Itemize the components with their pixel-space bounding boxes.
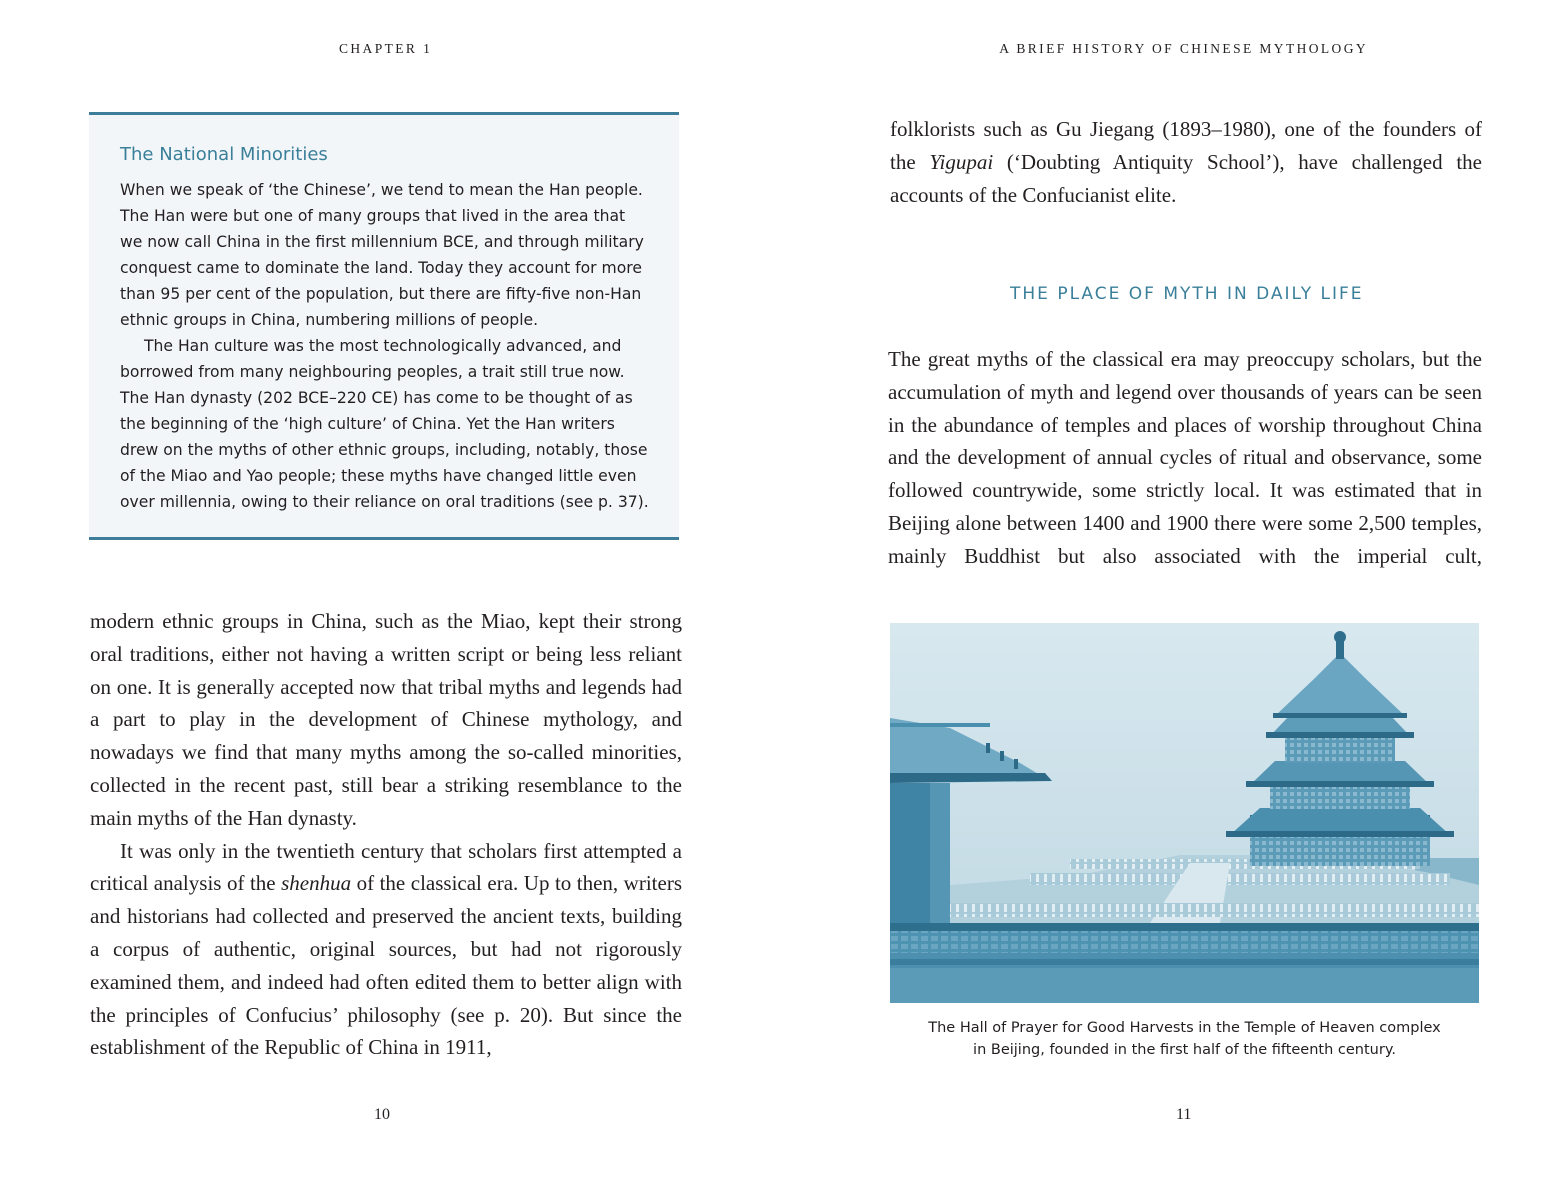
sidebar-body <box>120 177 650 515</box>
sidebar-paragraph-1: When we speak of ‘the Chinese’, we tend to mean the Han people. The Han were but one of many groups that lived in the area that we now call China in the first millennium BCE, and through military conquest came to dominate the land. Today they account for more than 95 per cent of the population, but there are fifty-five non-Han ethnic groups in China, numbering millions of people. <box>120 181 644 329</box>
caption-line-1: The Hall of Prayer for Good Harvests in the Temple of Heaven complex <box>928 1020 1441 1036</box>
left-body-text <box>90 605 682 1064</box>
right-continuation-text <box>890 113 1482 211</box>
right-paragraph-continuation <box>890 113 1482 211</box>
page-number-right: 11 <box>1176 1106 1192 1123</box>
page-number-left: 10 <box>374 1106 390 1123</box>
sidebar-box <box>89 112 679 540</box>
right-page <box>784 0 1568 1192</box>
running-head-left: CHAPTER 1 <box>339 41 433 56</box>
temple-of-heaven-illustration <box>890 623 1479 1003</box>
continuation-start: folklorists such as Gu Jiegang (1893–1980), one of the founders of the <box>890 117 1482 174</box>
photo-caption <box>890 1017 1479 1061</box>
continuation-end: (‘Doubting Antiquity School’), have challenged the accounts of the Confucianist elite. <box>890 149 1482 207</box>
yigupai-term: Yigupai <box>929 149 994 174</box>
running-head-right: A BRIEF HISTORY OF CHINESE MYTHOLOGY <box>999 41 1368 56</box>
caption-line-2: in Beijing, founded in the first half of the fifteenth century. <box>973 1042 1396 1058</box>
section-paragraph: The great myths of the classical era may preoccupy scholars, but the accumulation of myth and legend over thousands of years can be seen in the abundance of temples and places of worship throughout China and the development of annual cycles of ritual and observance, some followed countrywide, some strictly local. It was estimated that in Beijing alone between 1400 and 1900 there were some 2,500 temples, mainly Buddhist but also associated with the imperial cult, <box>888 347 1482 568</box>
sidebar-title: The National Minorities <box>120 144 328 165</box>
right-section-text <box>888 343 1482 573</box>
left-paragraph-1: modern ethnic groups in China, such as the Miao, kept their strong oral traditions, either not having a written script or being less reliant on one. It is generally accepted now that tribal myths and legends had a part to play in the development of Chinese mythology, and nowadays we find that many myths among the so-called minorities, collected in the recent past, still bear a striking resemblance to the main myths of the Han dynasty. <box>90 609 682 830</box>
left-paragraph-2 <box>90 835 682 1065</box>
left-paragraph-2-start: It was only in the twentieth century that scholars first attempted a critical analysis of the <box>90 838 682 896</box>
temple-photo <box>890 623 1479 1003</box>
section-heading: THE PLACE OF MYTH IN DAILY LIFE <box>1010 284 1364 304</box>
sidebar-paragraph-2: The Han culture was the most technologically advanced, and borrowed from many neighbouring peoples, a trait still true now. The Han dynasty (202 BCE–220 CE) has come to be thought of as the beginning of the ‘high culture’ of China. Yet the Han writers drew on the myths of other ethnic groups, including, notably, those of the Miao and Yao people; these myths have changed little even over millennia, owing to their reliance on oral traditions (see p. 37). <box>120 337 649 511</box>
left-paragraph-2-end: of the classical era. Up to then, writers and historians had collected and preserved the ancient texts, building a corpus of authentic, original sources, but had not rigorously examined them, and indeed had often edited them to better align with the principles of Confucius’ philosophy (see p. 20). But since the establishment of the Republic of China in 1911, <box>90 871 682 1060</box>
shenhua-term: shenhua <box>281 871 352 896</box>
